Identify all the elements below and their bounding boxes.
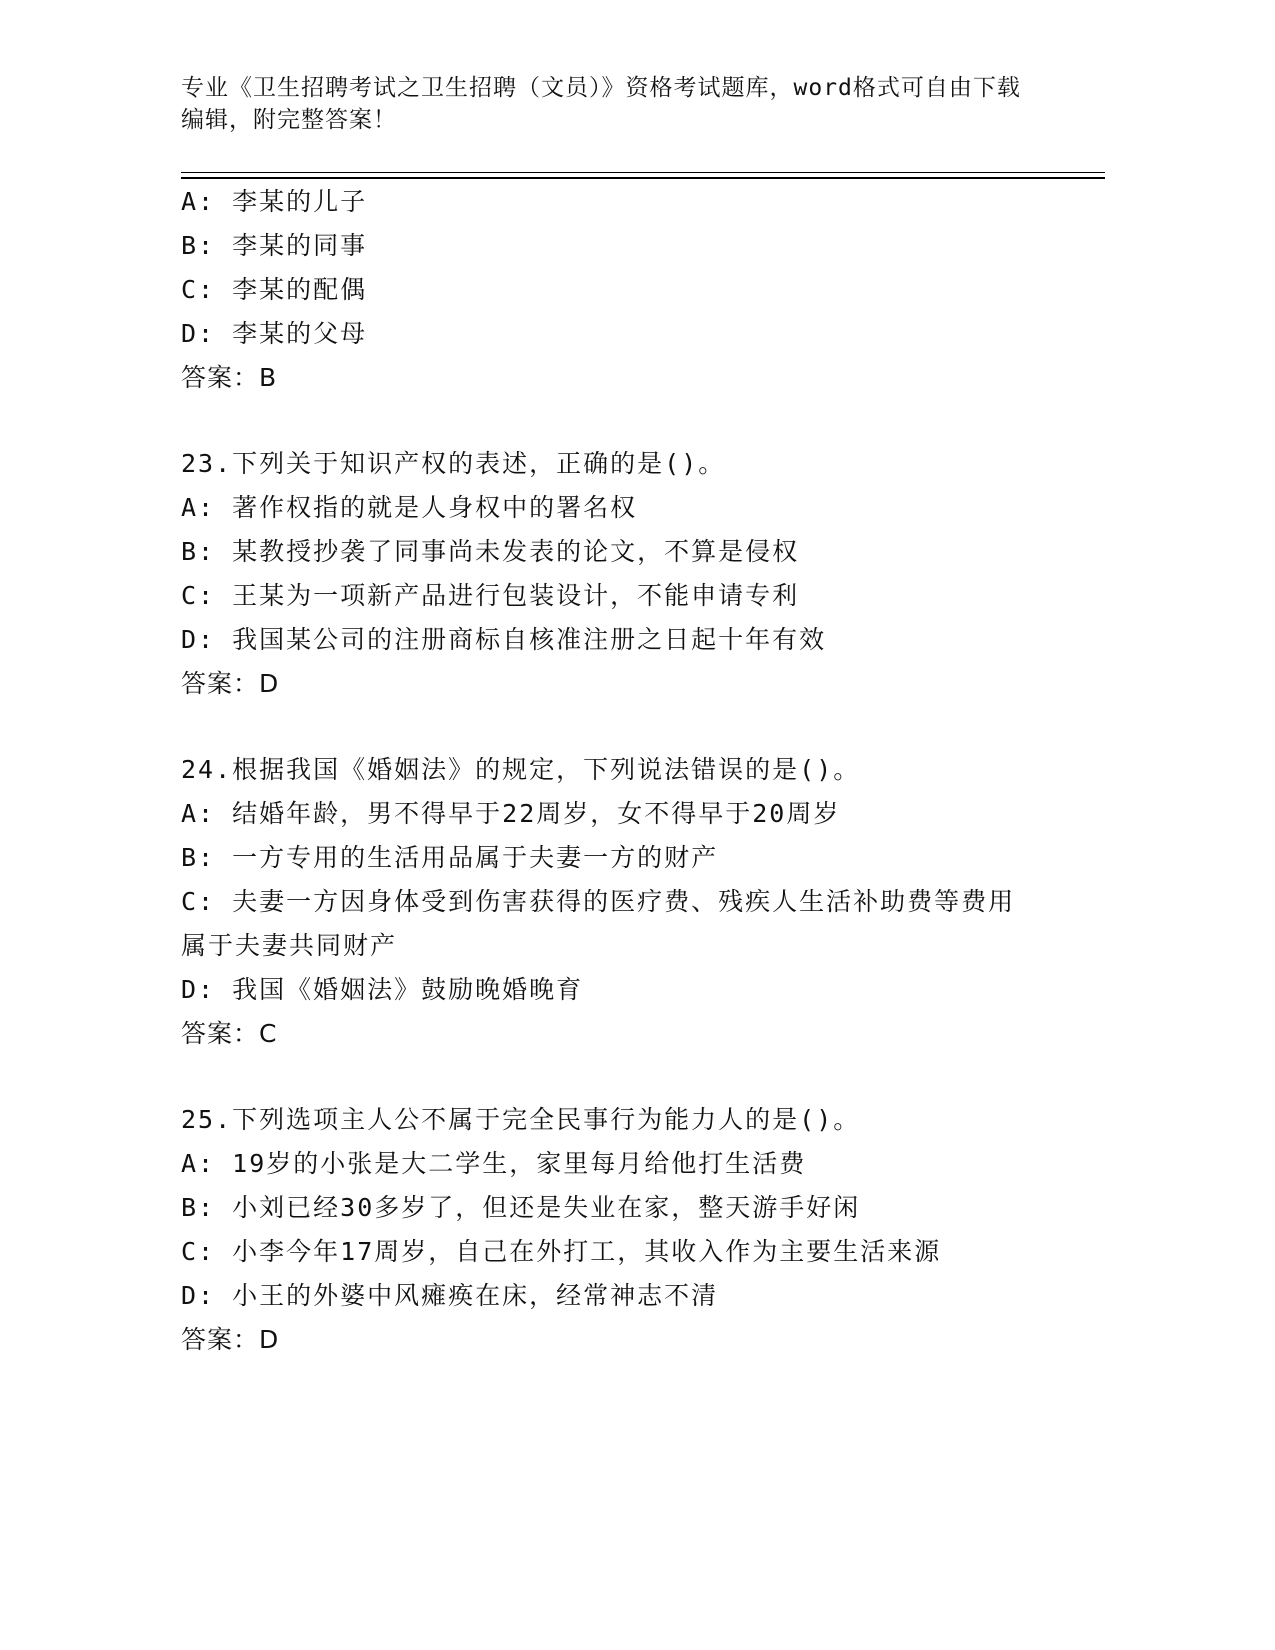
option-a: A: 著作权指的就是人身权中的署名权 (181, 493, 638, 522)
question-block-22 (181, 180, 1061, 400)
header-rule-thin (181, 172, 1105, 173)
question-stem: 25.下列选项主人公不属于完全民事行为能力人的是()。 (181, 1105, 861, 1134)
option-d: D: 我国某公司的注册商标自核准注册之日起十年有效 (181, 625, 827, 654)
option-a: A: 19岁的小张是大二学生，家里每月给他打生活费 (181, 1149, 807, 1178)
option-c: C: 李某的配偶 (181, 275, 368, 304)
option-a: A: 结婚年龄，男不得早于22周岁，女不得早于20周岁 (181, 799, 841, 828)
question-block-23 (181, 442, 1061, 706)
header-line-1: 专业《卫生招聘考试之卫生招聘（文员）》资格考试题库，word格式可自由下载 (181, 75, 1021, 101)
header-line-2: 编辑，附完整答案！ (181, 107, 397, 133)
question-list (181, 180, 1061, 1362)
option-c: C: 夫妻一方因身体受到伤害获得的医疗费、残疾人生活补助费等费用 (181, 887, 1016, 916)
option-a: A: 李某的儿子 (181, 187, 368, 216)
question-block-24 (181, 748, 1061, 1056)
option-c: C: 王某为一项新产品进行包装设计，不能申请专利 (181, 581, 800, 610)
option-b: B: 一方专用的生活用品属于夫妻一方的财产 (181, 843, 719, 872)
option-d: D: 我国《婚姻法》鼓励晚婚晚育 (181, 975, 584, 1004)
option-c-continued: 属于夫妻共同财产 (181, 931, 398, 960)
answer-line: 答案：D (181, 669, 280, 698)
option-d: D: 李某的父母 (181, 319, 368, 348)
option-d: D: 小王的外婆中风瘫痪在床，经常神志不清 (181, 1281, 719, 1310)
document-header (181, 72, 1061, 136)
option-b: B: 小刘已经30多岁了，但还是失业在家，整天游手好闲 (181, 1193, 861, 1222)
option-b: B: 某教授抄袭了同事尚未发表的论文，不算是侵权 (181, 537, 800, 566)
question-stem: 24.根据我国《婚姻法》的规定，下列说法错误的是()。 (181, 755, 861, 784)
question-stem: 23.下列关于知识产权的表述，正确的是()。 (181, 449, 726, 478)
answer-line: 答案：D (181, 1325, 280, 1354)
question-block-25 (181, 1098, 1061, 1362)
option-c: C: 小李今年17周岁，自己在外打工，其收入作为主要生活来源 (181, 1237, 942, 1266)
header-rule-thick (181, 177, 1105, 179)
answer-line: 答案：B (181, 363, 278, 392)
answer-line: 答案：C (181, 1019, 278, 1048)
option-b: B: 李某的同事 (181, 231, 368, 260)
